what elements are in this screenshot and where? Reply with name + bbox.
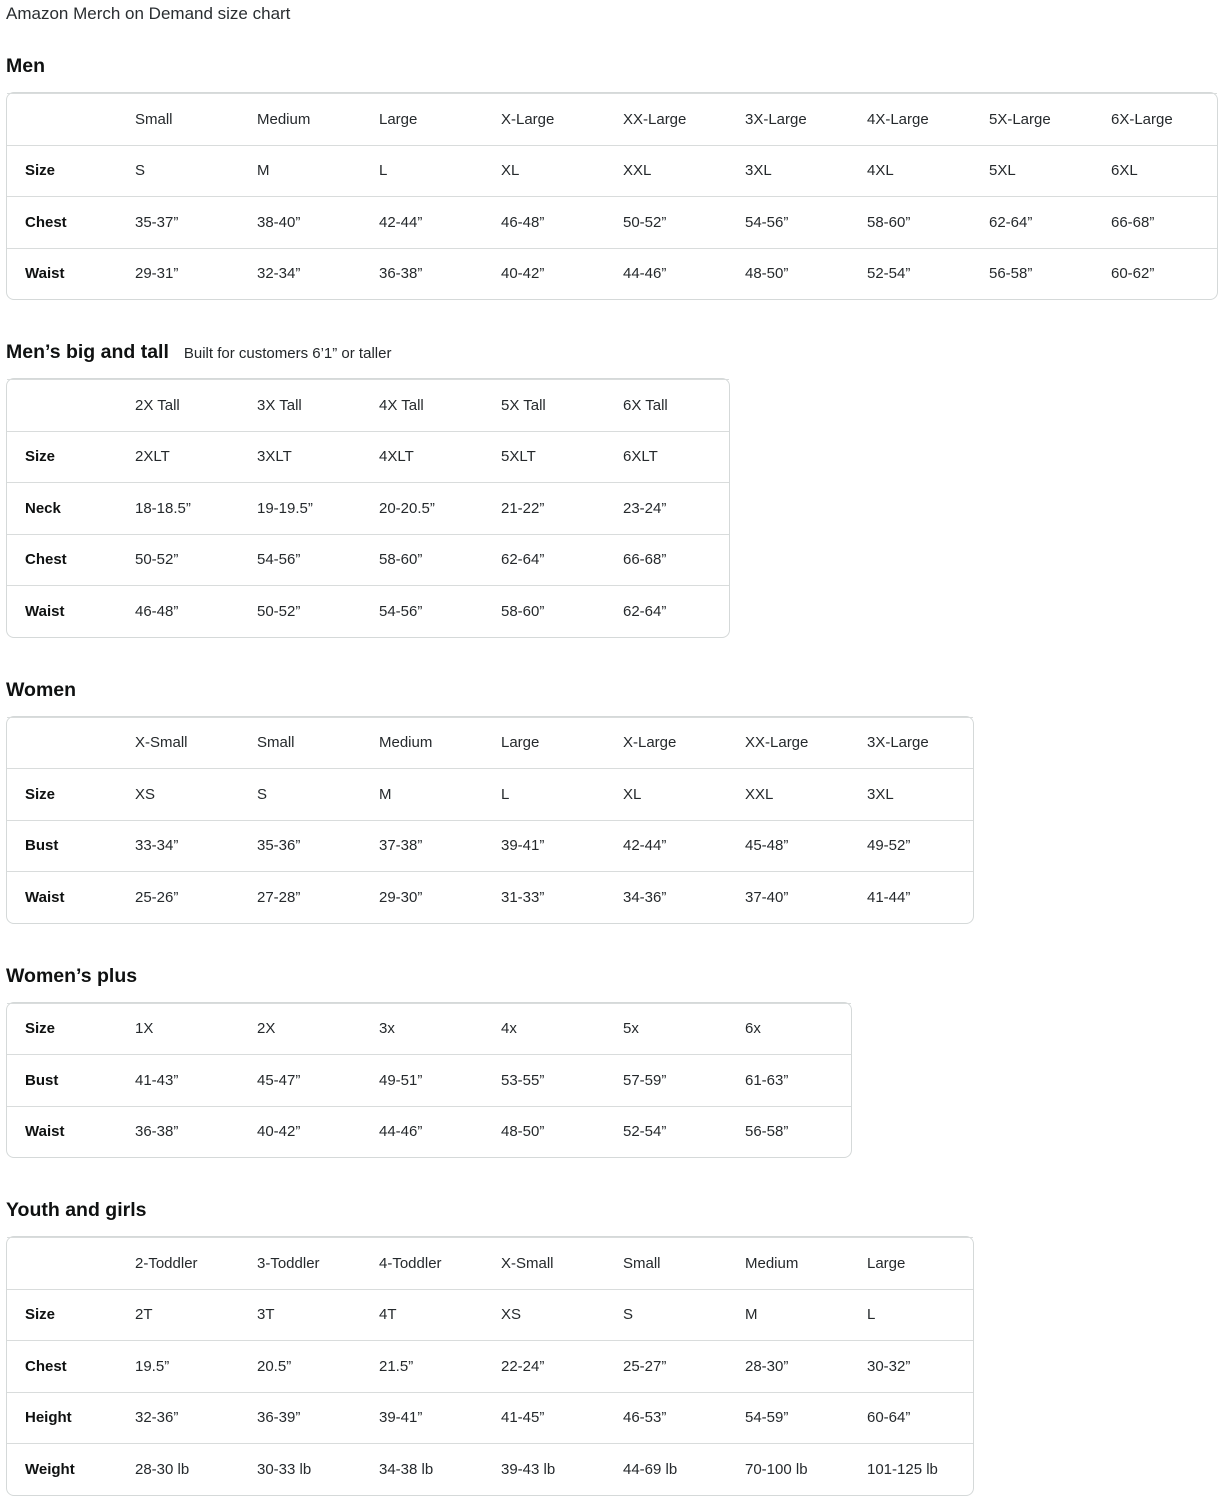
- size-value-cell: 58-60”: [501, 585, 623, 637]
- corner-cell: [7, 1237, 135, 1289]
- column-header-row: [7, 1237, 973, 1289]
- size-value-cell: 37-40”: [745, 871, 867, 923]
- youth-and-girls-size-table: [6, 1236, 974, 1496]
- row-label: Chest: [7, 196, 135, 248]
- size-value-cell: XL: [501, 145, 623, 197]
- row-label: Size: [7, 1003, 135, 1055]
- size-value-cell: 45-47”: [257, 1054, 379, 1106]
- size-value-cell: 35-36”: [257, 820, 379, 872]
- column-header: Large: [501, 717, 623, 769]
- size-value-cell: S: [135, 145, 257, 197]
- size-value-cell: 28-30 lb: [135, 1443, 257, 1495]
- size-value-cell: 22-24”: [501, 1340, 623, 1392]
- size-value-cell: 41-45”: [501, 1392, 623, 1444]
- size-value-cell: 2T: [135, 1289, 257, 1341]
- column-header: 4X-Large: [867, 93, 989, 145]
- section-heading-womens-plus: Women’s plus: [6, 964, 138, 987]
- size-value-cell: 4x: [501, 1003, 623, 1055]
- row-label: Size: [7, 145, 135, 197]
- size-value-cell: 44-46”: [379, 1106, 501, 1158]
- table-row-waist: [7, 1106, 851, 1158]
- section-womens-plus: [6, 964, 1222, 1159]
- size-value-cell: 23-24”: [623, 482, 729, 534]
- size-value-cell: 46-53”: [623, 1392, 745, 1444]
- column-header: 3X-Large: [745, 93, 867, 145]
- section-heading-women: Women: [6, 678, 77, 701]
- corner-cell: [7, 717, 135, 769]
- column-header: 2-Toddler: [135, 1237, 257, 1289]
- row-label: Chest: [7, 1340, 135, 1392]
- column-header: Medium: [745, 1237, 867, 1289]
- section-heading-men: Men: [6, 55, 45, 77]
- row-label: Weight: [7, 1443, 135, 1495]
- size-value-cell: 42-44”: [379, 196, 501, 248]
- table-row-bust: [7, 820, 973, 872]
- size-value-cell: L: [867, 1289, 973, 1341]
- size-value-cell: 62-64”: [989, 196, 1111, 248]
- column-header: X-Large: [623, 717, 745, 769]
- section-women: [6, 678, 1222, 924]
- size-value-cell: 29-30”: [379, 871, 501, 923]
- size-value-cell: 19.5”: [135, 1340, 257, 1392]
- size-value-cell: 3x: [379, 1003, 501, 1055]
- size-value-cell: 34-38 lb: [379, 1443, 501, 1495]
- size-value-cell: 20.5”: [257, 1340, 379, 1392]
- size-value-cell: 66-68”: [1111, 196, 1217, 248]
- size-value-cell: 44-46”: [623, 248, 745, 300]
- size-value-cell: 3T: [257, 1289, 379, 1341]
- section-youth-and-girls: [6, 1198, 1222, 1496]
- row-label: Waist: [7, 1106, 135, 1158]
- row-label: Waist: [7, 585, 135, 637]
- row-label: Size: [7, 768, 135, 820]
- size-value-cell: 48-50”: [501, 1106, 623, 1158]
- size-value-cell: 62-64”: [623, 585, 729, 637]
- size-value-cell: 32-34”: [257, 248, 379, 300]
- size-value-cell: 48-50”: [745, 248, 867, 300]
- size-value-cell: 28-30”: [745, 1340, 867, 1392]
- section-heading-row: [6, 964, 1222, 988]
- mens-big-and-tall-size-table: [6, 378, 730, 638]
- section-heading-mens-big-and-tall: Men’s big and tall: [6, 341, 169, 363]
- size-value-cell: 41-43”: [135, 1054, 257, 1106]
- section-mens-big-and-tall: [6, 340, 1222, 638]
- size-value-cell: 18-18.5”: [135, 482, 257, 534]
- size-value-cell: L: [379, 145, 501, 197]
- size-value-cell: 21.5”: [379, 1340, 501, 1392]
- size-value-cell: 54-56”: [257, 534, 379, 586]
- size-value-cell: XXL: [623, 145, 745, 197]
- size-value-cell: S: [623, 1289, 745, 1341]
- section-subtitle: Built for customers 6’1” or taller: [183, 345, 392, 362]
- men-size-table: [6, 92, 1218, 300]
- women-size-table: [6, 716, 974, 924]
- size-value-cell: 4XL: [867, 145, 989, 197]
- size-value-cell: 42-44”: [623, 820, 745, 872]
- size-value-cell: 32-36”: [135, 1392, 257, 1444]
- size-value-cell: 39-43 lb: [501, 1443, 623, 1495]
- size-value-cell: XS: [135, 768, 257, 820]
- size-value-cell: 4XLT: [379, 431, 501, 483]
- size-value-cell: 21-22”: [501, 482, 623, 534]
- size-value-cell: 61-63”: [745, 1054, 851, 1106]
- size-value-cell: 30-33 lb: [257, 1443, 379, 1495]
- size-value-cell: 2XLT: [135, 431, 257, 483]
- table-row-waist: [7, 248, 1217, 300]
- table-row-size: [7, 1289, 973, 1341]
- size-value-cell: 6XL: [1111, 145, 1217, 197]
- column-header: Small: [135, 93, 257, 145]
- table-row-size: [7, 145, 1217, 197]
- table-row-size: [7, 431, 729, 483]
- size-value-cell: 19-19.5”: [257, 482, 379, 534]
- size-value-cell: 49-51”: [379, 1054, 501, 1106]
- size-value-cell: 70-100 lb: [745, 1443, 867, 1495]
- size-value-cell: 52-54”: [623, 1106, 745, 1158]
- womens-plus-size-table: [6, 1002, 852, 1159]
- size-value-cell: 29-31”: [135, 248, 257, 300]
- size-value-cell: 5XL: [989, 145, 1111, 197]
- size-value-cell: 53-55”: [501, 1054, 623, 1106]
- size-value-cell: 36-39”: [257, 1392, 379, 1444]
- size-value-cell: 60-64”: [867, 1392, 973, 1444]
- size-value-cell: 27-28”: [257, 871, 379, 923]
- size-value-cell: 45-48”: [745, 820, 867, 872]
- table-row-bust: [7, 1054, 851, 1106]
- size-value-cell: 50-52”: [623, 196, 745, 248]
- size-chart-sections: [6, 54, 1222, 1496]
- size-value-cell: 58-60”: [867, 196, 989, 248]
- column-header-row: [7, 717, 973, 769]
- size-value-cell: 58-60”: [379, 534, 501, 586]
- size-value-cell: 3XLT: [257, 431, 379, 483]
- table-row-chest: [7, 196, 1217, 248]
- size-value-cell: 62-64”: [501, 534, 623, 586]
- size-value-cell: 66-68”: [623, 534, 729, 586]
- size-value-cell: XS: [501, 1289, 623, 1341]
- table-row-weight: [7, 1443, 973, 1495]
- column-header: 6X-Large: [1111, 93, 1217, 145]
- size-value-cell: 37-38”: [379, 820, 501, 872]
- section-heading-row: [6, 1198, 1222, 1222]
- size-value-cell: 20-20.5”: [379, 482, 501, 534]
- size-value-cell: 52-54”: [867, 248, 989, 300]
- column-header: Large: [867, 1237, 973, 1289]
- section-men: [6, 54, 1222, 300]
- size-value-cell: L: [501, 768, 623, 820]
- size-value-cell: 56-58”: [745, 1106, 851, 1158]
- size-value-cell: M: [379, 768, 501, 820]
- size-value-cell: 25-26”: [135, 871, 257, 923]
- size-value-cell: 41-44”: [867, 871, 973, 923]
- size-value-cell: 36-38”: [135, 1106, 257, 1158]
- size-value-cell: 30-32”: [867, 1340, 973, 1392]
- column-header: X-Large: [501, 93, 623, 145]
- size-value-cell: 40-42”: [501, 248, 623, 300]
- size-value-cell: 5XLT: [501, 431, 623, 483]
- table-row-chest: [7, 534, 729, 586]
- size-value-cell: 60-62”: [1111, 248, 1217, 300]
- size-value-cell: 5x: [623, 1003, 745, 1055]
- column-header: 5X-Large: [989, 93, 1111, 145]
- column-header: 3X-Large: [867, 717, 973, 769]
- column-header: Medium: [257, 93, 379, 145]
- table-row-chest: [7, 1340, 973, 1392]
- column-header: Small: [257, 717, 379, 769]
- size-value-cell: 39-41”: [501, 820, 623, 872]
- size-value-cell: 44-69 lb: [623, 1443, 745, 1495]
- column-header: X-Small: [135, 717, 257, 769]
- size-value-cell: 39-41”: [379, 1392, 501, 1444]
- column-header: 2X Tall: [135, 379, 257, 431]
- size-value-cell: 40-42”: [257, 1106, 379, 1158]
- page-title: Amazon Merch on Demand size chart: [6, 4, 291, 23]
- column-header: Large: [379, 93, 501, 145]
- size-value-cell: 101-125 lb: [867, 1443, 973, 1495]
- row-label: Chest: [7, 534, 135, 586]
- size-value-cell: 50-52”: [135, 534, 257, 586]
- size-value-cell: 33-34”: [135, 820, 257, 872]
- size-value-cell: 54-59”: [745, 1392, 867, 1444]
- size-value-cell: S: [257, 768, 379, 820]
- row-label: Waist: [7, 871, 135, 923]
- size-value-cell: 2X: [257, 1003, 379, 1055]
- size-value-cell: 1X: [135, 1003, 257, 1055]
- section-heading-row: [6, 678, 1222, 702]
- size-value-cell: 6XLT: [623, 431, 729, 483]
- column-header-row: [7, 93, 1217, 145]
- column-header: 6X Tall: [623, 379, 729, 431]
- row-label: Waist: [7, 248, 135, 300]
- table-row-height: [7, 1392, 973, 1444]
- size-value-cell: 35-37”: [135, 196, 257, 248]
- row-label: Bust: [7, 1054, 135, 1106]
- column-header: 4-Toddler: [379, 1237, 501, 1289]
- row-label: Height: [7, 1392, 135, 1444]
- size-value-cell: 3XL: [745, 145, 867, 197]
- section-heading-row: [6, 340, 1222, 364]
- row-label: Bust: [7, 820, 135, 872]
- corner-cell: [7, 93, 135, 145]
- row-label: Size: [7, 1289, 135, 1341]
- column-header: Small: [623, 1237, 745, 1289]
- size-value-cell: 54-56”: [745, 196, 867, 248]
- size-value-cell: 31-33”: [501, 871, 623, 923]
- size-value-cell: 50-52”: [257, 585, 379, 637]
- size-value-cell: M: [257, 145, 379, 197]
- column-header: XX-Large: [745, 717, 867, 769]
- column-header: 3X Tall: [257, 379, 379, 431]
- table-row-size: [7, 768, 973, 820]
- size-value-cell: 6x: [745, 1003, 851, 1055]
- size-value-cell: 38-40”: [257, 196, 379, 248]
- size-value-cell: 36-38”: [379, 248, 501, 300]
- size-value-cell: 3XL: [867, 768, 973, 820]
- size-value-cell: 34-36”: [623, 871, 745, 923]
- corner-cell: [7, 379, 135, 431]
- size-value-cell: 56-58”: [989, 248, 1111, 300]
- table-row-waist: [7, 871, 973, 923]
- column-header: 5X Tall: [501, 379, 623, 431]
- column-header: X-Small: [501, 1237, 623, 1289]
- column-header: Medium: [379, 717, 501, 769]
- column-header: 4X Tall: [379, 379, 501, 431]
- size-value-cell: 49-52”: [867, 820, 973, 872]
- size-value-cell: 46-48”: [135, 585, 257, 637]
- size-value-cell: 25-27”: [623, 1340, 745, 1392]
- row-label: Neck: [7, 482, 135, 534]
- table-row-neck: [7, 482, 729, 534]
- row-label: Size: [7, 431, 135, 483]
- column-header: XX-Large: [623, 93, 745, 145]
- size-value-cell: XL: [623, 768, 745, 820]
- section-heading-youth-and-girls: Youth and girls: [6, 1199, 147, 1221]
- size-value-cell: 54-56”: [379, 585, 501, 637]
- section-heading-row: [6, 54, 1222, 78]
- size-value-cell: M: [745, 1289, 867, 1341]
- table-row-size: [7, 1003, 851, 1055]
- column-header: 3-Toddler: [257, 1237, 379, 1289]
- size-value-cell: 4T: [379, 1289, 501, 1341]
- size-value-cell: XXL: [745, 768, 867, 820]
- size-value-cell: 46-48”: [501, 196, 623, 248]
- size-value-cell: 57-59”: [623, 1054, 745, 1106]
- column-header-row: [7, 379, 729, 431]
- table-row-waist: [7, 585, 729, 637]
